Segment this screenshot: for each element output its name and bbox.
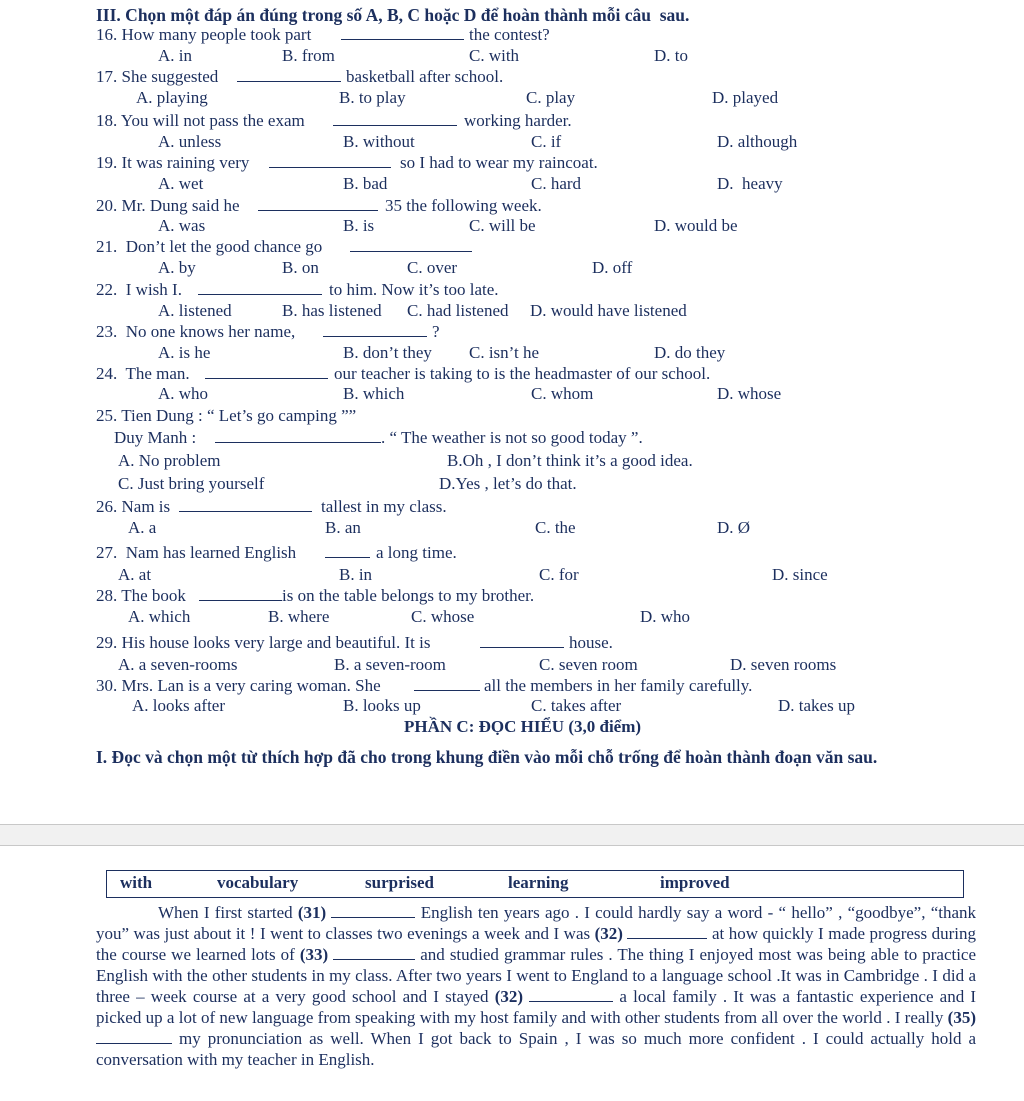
option-d: D. would have listened: [530, 301, 687, 320]
question-text-tail: the contest?: [469, 25, 550, 44]
answer-blank: [179, 497, 312, 517]
passage-text: and studied grammar rules . The thing I enjoyed most was being able to practice English with the other students in my class. After two years I went to England to a language school .It was in Cambridge . I did a three – week course at a very good school and I stayed: [96, 945, 977, 1006]
question-text: 25. Tien Dung : “ Let’s go camping ””: [96, 406, 357, 425]
option-b: B. in: [339, 565, 373, 584]
option-b: B. a seven-room: [334, 655, 446, 674]
option-b: B. without: [343, 132, 415, 151]
blank-number: (35): [947, 1008, 976, 1027]
option-d: D. since: [772, 565, 828, 584]
option-a: A. listened: [158, 301, 232, 320]
question-text: 26. Nam is: [96, 497, 171, 516]
answer-blank: [529, 987, 613, 1002]
question-text: 23. No one knows her name,: [96, 322, 296, 341]
option-c: C. for: [539, 565, 579, 584]
question-text: 30. Mrs. Lan is a very caring woman. She: [96, 676, 381, 695]
option-a: A. who: [158, 384, 209, 403]
answer-blank: [627, 924, 707, 939]
question-text-tail: basketball after school.: [346, 67, 504, 86]
page-divider: [0, 824, 1024, 846]
option-c: C. seven room: [539, 655, 638, 674]
option-a: A. a: [128, 518, 157, 537]
answer-blank: [331, 903, 415, 918]
question-text: 20. Mr. Dung said he: [96, 196, 240, 215]
question-text: 17. She suggested: [96, 67, 219, 86]
passage-text: English ten years ago . I could hardly say a word - “ hello” , “goodbye”, “thank you” was just about it ! I went to classes two evenings a week and I was: [96, 903, 977, 943]
option-a: A. a seven-rooms: [118, 655, 238, 674]
question-text: 27. Nam has learned English: [96, 543, 297, 562]
question-text: 21. Don’t let the good chance go: [96, 237, 323, 256]
question-text-tail: is on the table belongs to my brother.: [282, 586, 535, 605]
word-box-item: improved: [660, 873, 730, 892]
option-d: D. whose: [717, 384, 782, 403]
answer-blank: [237, 67, 341, 87]
option-c: C. whom: [531, 384, 594, 403]
option-b: B. looks up: [343, 696, 421, 715]
option-c: C. play: [526, 88, 576, 107]
option-c: C. isn’t he: [469, 343, 540, 362]
question-text-tail: house.: [569, 633, 613, 652]
option-b: B. where: [268, 607, 330, 626]
answer-blank: [325, 543, 370, 563]
option-a: A. at: [118, 565, 152, 584]
answer-blank: [205, 364, 328, 384]
option-b: B. has listened: [282, 301, 382, 320]
question-text-tail: ?: [432, 322, 440, 341]
option-c: C. will be: [469, 216, 536, 235]
option-b: B. to play: [339, 88, 406, 107]
option-a: A. in: [158, 46, 192, 65]
question-text-tail: all the members in her family carefully.: [484, 676, 753, 695]
answer-blank: [333, 945, 415, 960]
option-d: D. seven rooms: [730, 655, 837, 674]
option-c: C. hard: [531, 174, 582, 193]
option-b: B. an: [325, 518, 361, 537]
word-box-item: with: [120, 873, 153, 892]
reply-tail: . “ The weather is not so good today ”.: [381, 428, 643, 447]
answer-blank: [258, 196, 378, 216]
answer-blank: [414, 676, 480, 696]
answer-blank: [215, 428, 381, 448]
question-text: 16. How many people took part: [96, 25, 312, 44]
blank-number: (32): [594, 924, 623, 943]
option-d: D. off: [592, 258, 633, 277]
question-text-tail: working harder.: [464, 111, 572, 130]
question-text-tail: so I had to wear my raincoat.: [400, 153, 598, 172]
answer-blank: [341, 25, 464, 45]
option-b: B. don’t they: [343, 343, 432, 362]
option-c: C. whose: [411, 607, 475, 626]
question-text: 24. The man.: [96, 364, 190, 383]
option-d: D. takes up: [778, 696, 855, 715]
option-a: A. looks after: [132, 696, 226, 715]
option-d: D. to: [654, 46, 688, 65]
answer-blank: [350, 237, 472, 257]
option-d: D. heavy: [717, 174, 783, 193]
option-b: B. from: [282, 46, 335, 65]
option-a: A. No problem: [118, 451, 221, 470]
option-c: C. Just bring yourself: [118, 474, 265, 493]
question-text-tail: our teacher is taking to is the headmaster of our school.: [334, 364, 711, 383]
blank-number: (32): [494, 987, 524, 1006]
option-a: A. which: [128, 607, 191, 626]
part-c-heading: PHẦN C: ĐỌC HIỂU (3,0 điểm): [404, 717, 642, 736]
answer-blank: [96, 1029, 172, 1044]
question-text-tail: 35 the following week.: [385, 196, 542, 215]
passage-text: my pronunciation as well. When I got back to Spain , I was so much more confident . I could actually hold a conversation with my teacher in English.: [96, 1029, 976, 1069]
option-a: A. wet: [158, 174, 204, 193]
option-d: D. Ø: [717, 518, 751, 537]
question-text: 29. His house looks very large and beautiful. It is: [96, 633, 431, 652]
question-text-tail: tallest in my class.: [321, 497, 447, 516]
answer-blank: [333, 111, 457, 131]
question-text-tail: to him. Now it’s too late.: [329, 280, 499, 299]
option-a: A. playing: [136, 88, 208, 107]
option-a: A. is he: [158, 343, 211, 362]
option-a: A. was: [158, 216, 206, 235]
option-a: A. unless: [158, 132, 222, 151]
passage-text: a local family . It was a fantastic experience and I picked up a lot of new language from speaking with my host family and with other students from all over the world . I really: [96, 987, 977, 1027]
option-c: C. with: [469, 46, 520, 65]
blank-number: (33): [299, 945, 329, 964]
answer-blank: [198, 280, 322, 300]
section-heading: III. Chọn một đáp án đúng trong số A, B, C hoặc D để hoàn thành mỗi câu sau.: [96, 5, 690, 25]
option-d: D. who: [640, 607, 691, 626]
option-c: C. takes after: [531, 696, 622, 715]
reply-speaker: Duy Manh :: [114, 428, 197, 447]
answer-blank: [480, 633, 564, 653]
option-b: B.Oh , I don’t think it’s a good idea.: [447, 451, 693, 470]
option-d: D.Yes , let’s do that.: [439, 474, 577, 493]
question-text: 22. I wish I.: [96, 280, 182, 299]
option-d: D. played: [712, 88, 779, 107]
reading-passage: [96, 902, 976, 1070]
option-c: C. over: [407, 258, 458, 277]
option-c: C. the: [535, 518, 576, 537]
option-b: B. bad: [343, 174, 388, 193]
option-b: B. is: [343, 216, 375, 235]
passage-text: When I first started: [158, 903, 293, 922]
option-c: C. had listened: [407, 301, 509, 320]
option-a: A. by: [158, 258, 196, 277]
question-text-tail: a long time.: [376, 543, 457, 562]
option-b: B. which: [343, 384, 405, 403]
answer-blank: [269, 153, 391, 173]
option-c: C. if: [531, 132, 562, 151]
question-text: 18. You will not pass the exam: [96, 111, 305, 130]
option-d: D. would be: [654, 216, 738, 235]
word-box-item: vocabulary: [217, 873, 299, 892]
option-d: D. do they: [654, 343, 726, 362]
word-box: [106, 870, 964, 898]
answer-blank: [199, 586, 282, 606]
option-b: B. on: [282, 258, 319, 277]
word-box-item: surprised: [365, 873, 434, 892]
question-text: 28. The book: [96, 586, 186, 605]
passage-text: at how quickly I made progress during the course we learned lots of: [96, 924, 977, 964]
blank-number: (31): [297, 903, 327, 922]
option-d: D. although: [717, 132, 798, 151]
answer-blank: [323, 322, 427, 342]
question-text: 19. It was raining very: [96, 153, 250, 172]
reading-instruction: I. Đọc và chọn một từ thích hợp đã cho trong khung điền vào mỗi chỗ trống để hoàn thành đoạn văn sau.: [96, 747, 878, 767]
word-box-item: learning: [508, 873, 569, 892]
